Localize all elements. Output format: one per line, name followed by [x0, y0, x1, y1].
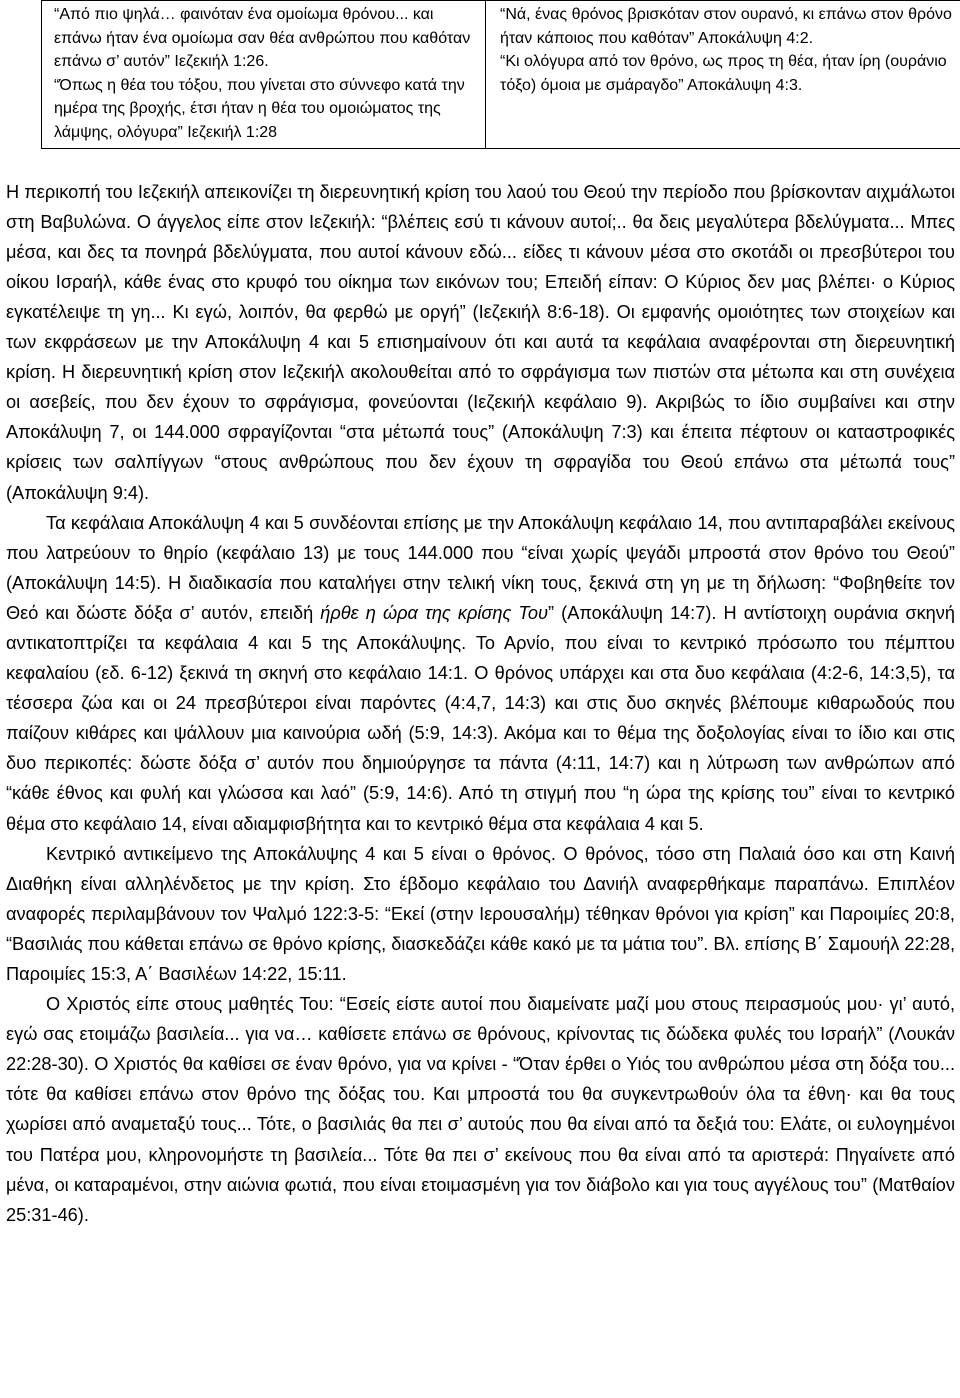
paragraph-text: Τα κεφάλαια Αποκάλυψη 4 και 5 συνδέονται επίσης με την Αποκάλυψη κεφάλαιο 14, που αντιπαραβάλει εκείνους που λατρεύουν το θηρίο (κεφάλαιο 13) με τους 144.000 που “είναι χωρίς ψεγάδι μπροστά στον θρόνο του Θεού” (Αποκάλυψη 14:5). Η διαδικασία που καταλήγει στην τελική νίκη τους, ξεκινά στη γη με τη δήλωση: “Φοβηθείτε τον Θεό και δώστε δόξα σ’ αυτόν, επειδή	[6, 512, 955, 623]
ezekiel-quote: “Όπως η θέα του τόξου, που γίνεται στο σύννεφο κατά την ημέρα της βροχής, έτσι ήταν η θέα του ομοιώματος της λάμψης, ολόγυρα” Ιεζεκιήλ 1:28	[54, 76, 465, 141]
ezekiel-quote: “Από πιο ψηλά… φαινόταν ένα ομοίωμα θρόνου... και επάνω ήταν ένα ομοίωμα σαν θέα ανθρώπου που καθόταν επάνω σ’ αυτόν” Ιεζεκιήλ 1:26.	[54, 6, 471, 71]
revelation-quote: “Κι ολόγυρα από τον θρόνο, ως προς τη θέα, ήταν ίρη (ουράνιο τόξο) όμοια με σμάραγδο” Αποκάλυψη 4:3.	[500, 53, 947, 94]
paragraph-italic-text: ήρθε η ώρα της κρίσης Του	[320, 602, 549, 623]
ezekiel-quotes-cell	[42, 1, 486, 149]
revelation-quotes-cell	[486, 1, 960, 149]
quote-row	[42, 1, 960, 149]
paragraph: Κεντρικό αντικείμενο της Αποκάλυψης 4 και 5 είναι ο θρόνος. Ο θρόνος, τόσο στη Παλαιά όσο και στη Καινή Διαθήκη είναι αλληλένδετος με την κρίση. Στο έβδομο κεφάλαιο του Δανιήλ αναφερθήκαμε παραπάνω. Επιπλέον αναφορές περιλαμβάνουν τον Ψαλμό 122:3-5: “Εκεί (στην Ιερουσαλήμ) τέθηκαν θρόνοι για κρίση” και Παροιμίες 20:8, “Βασιλιάς που κάθεται επάνω σε θρόνο κρίσης, διασκεδάζει κάθε κακό με τα μάτια του”. Βλ. επίσης Β΄ Σαμουήλ 22:28, Παροιμίες 15:3, Α΄ Βασιλέων 14:22, 15:11.	[6, 843, 955, 984]
body-text	[3, 177, 958, 1230]
paragraph: Η περικοπή του Ιεζεκιήλ απεικονίζει τη διερευνητική κρίση του λαού του Θεού την περίοδο που βρίσκονταν αιχμάλωτοι στη Βαβυλώνα. Ο άγγελος είπε στον Ιεζεκιήλ: “βλέπεις εσύ τι κάνουν αυτοί;.. θα δεις μεγαλύτερα βδελύγματα... Μπες μέσα, και δες τα πονηρά βδελύγματα, που αυτοί κάνουν εδώ... είδες τι κάνουν μέσα στο σκοτάδι οι πρεσβύτεροι του οίκου Ισραήλ, κάθε ένας στο κρυφό του οίκημα των εικόνων του; Επειδή είπαν: Ο Κύριος δεν μας βλέπει· ο Κύριος εγκατέλειψε τη γη... Κι εγώ, λοιπόν, θα φερθώ με οργή” (Ιεζεκιήλ 8:6-18). Οι εμφανής ομοιότητες των στοιχείων και των εκφράσεων με την Αποκάλυψη 4 και 5 επισημαίνουν ότι και αυτά τα κεφάλαια αναφέρονται στη διερευνητική κρίση. Η διερευνητική κρίση στον Ιεζεκιήλ ακολουθείται από το σφράγισμα των πιστών στα μέτωπα και στη συνέχεια οι ασεβείς, που δεν έχουν το σφράγισμα, φονεύονται (Ιεζεκιήλ κεφάλαιο 9). Ακριβώς το ίδιο συμβαίνει και στην Αποκάλυψη 7, οι 144.000 σφραγίζονται “στα μέτωπά τους” (Αποκάλυψη 7:3) και έπειτα πέφτουν οι καταστροφικές κρίσεις των σαλπίγγων “στους ανθρώπους που δεν έχουν τη σφραγίδα του Θεού επάνω στα μέτωπά τους” (Αποκάλυψη 9:4).	[6, 181, 955, 503]
quote-comparison-table	[41, 0, 960, 149]
paragraph: Ο Χριστός είπε στους μαθητές Του: “Εσείς είστε αυτοί που διαμείνατε μαζί μου στους πειρασμούς μου· γι’ αυτό, εγώ σας ετοιμάζω βασιλεία... για να… καθίσετε επάνω σε θρόνους, κρίνοντας τις δώδεκα φυλές του Ισραήλ” (Λουκάν 22:28-30). Ο Χριστός θα καθίσει σε έναν θρόνο, για να κρίνει - “Όταν έρθει ο Υιός του ανθρώπου μέσα στη δόξα του... τότε θα καθίσει επάνω στον θρόνο της δόξας του. Και μπροστά του θα συγκεντρωθούν όλα τα έθνη· και θα τους χωρίσει από αναμεταξύ τους... Τότε, ο βασιλιάς θα πει σ’ αυτούς που θα είναι από τα δεξιά του: Ελάτε, οι ευλογημένοι του Πατέρα μου, κληρονομήστε τη βασιλεία... Τότε θα πει σ’ εκείνους που θα είναι από τα αριστερά: Πηγαίνετε από μένα, οι καταραμένοι, στην αιώνια φωτιά, που είναι ετοιμασμένη για τον διάβολο και για τους αγγέλους του” (Ματθαίον 25:31-46).	[6, 994, 955, 1225]
revelation-quote: “Νά, ένας θρόνος βρισκόταν στον ουρανό, κι επάνω στον θρόνο ήταν κάποιος που καθόταν” Αποκάλυψη 4:2.	[500, 6, 952, 47]
paragraph	[6, 508, 955, 839]
paragraph-text: ” (Αποκάλυψη 14:7). Η αντίστοιχη ουράνια σκηνή αντικατοπτρίζει τα κεφάλαια 4 και 5 της Αποκάλυψης. Το Αρνίο, που είναι το κεντρικό πρόσωπο του πέμπτου κεφαλαίου (εδ. 6-12) ξεκινά τη σκηνή στο κεφάλαιο 14:1. Ο θρόνος υπάρχει και στα δυο κεφάλαια (4:2-6, 14:3,5), τα τέσσερα ζώα και οι 24 πρεσβύτεροι είναι παρόντες (4:4,7, 14:3) και στις δυο σκηνές βλέπουμε κιθαρωδούς που παίζουν κιθάρες και ψάλλουν μια καινούρια ωδή (5:9, 14:3). Ακόμα και το θέμα της δοξολογίας είναι το ίδιο και στις δυο περικοπές: δώστε δόξα σ’ αυτόν που δημιούργησε τα πάντα (4:11, 14:7) και η λύτρωση των ανθρώπων από “κάθε έθνος και φυλή και γλώσσα και λαό” (5:9, 14:6). Από τη στιγμή που “η ώρα της κρίσης του” είναι το κεντρικό θέμα στο κεφάλαιο 14, είναι αδιαμφισβήτητα και το κεντρικό θέμα στα κεφάλαια 4 και 5.	[6, 602, 956, 834]
